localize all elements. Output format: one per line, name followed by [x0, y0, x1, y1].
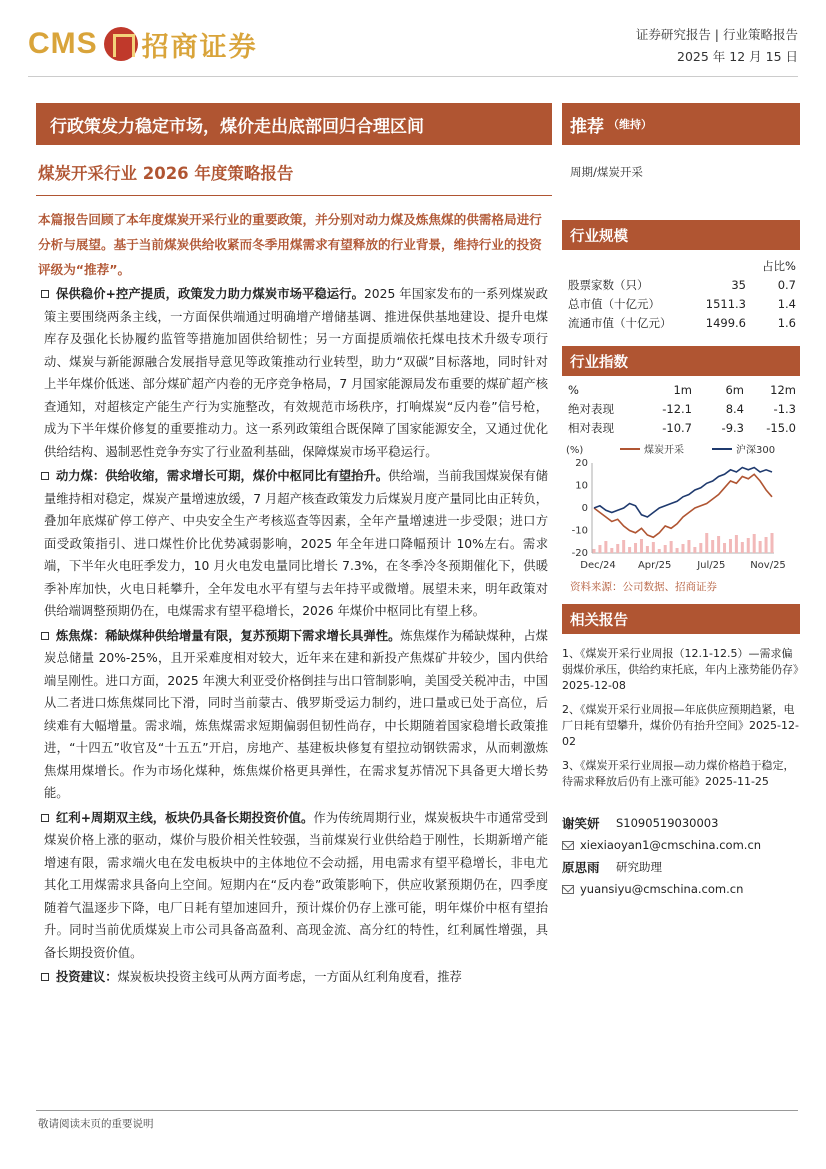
- performance-table: [562, 380, 800, 437]
- report-date: 2025 年 12 月 15 日: [677, 49, 798, 64]
- paragraph-heading: 动力煤：供给收缩，需求增长可期，煤价中枢同比有望抬升。: [56, 469, 389, 483]
- row-value: 1499.6: [705, 315, 746, 330]
- analyst-row: [562, 856, 800, 878]
- analyst-email-row: [562, 878, 800, 900]
- related-report-text[interactable]: 1、《煤炭开采行业周报（12.1-12.5）—需求偏弱煤价承压，供给约束托底，年内上涨势能仍存》2025-12-08: [562, 647, 799, 692]
- logo-cn: 招商证券: [141, 31, 258, 63]
- row-pct: 1.4: [777, 296, 796, 311]
- report-title: 煤炭开采行业 2026 年度策略报告: [38, 164, 294, 183]
- volume-bar: [699, 543, 702, 553]
- header-divider: [28, 76, 798, 77]
- table-row: [562, 313, 800, 332]
- analyst-role: 研究助理: [616, 860, 662, 874]
- volume-bar: [676, 548, 679, 553]
- volume-bar: [729, 539, 732, 553]
- volume-bar: [652, 542, 655, 553]
- paragraph-text: 炼焦煤作为稀缺煤种，占煤炭总储量 20%-25%，且开采难度相对较大，近年来在建和新投产焦煤矿井较少，国内供给端呈刚性。进口方面，2025 年澳大利亚受价格倒挂与出口管制影响，美国受关税冲击，中国从二者进口炼焦煤同比下滑，同时当前蒙古、俄罗斯受运力制约，进口量或已处于高位，后续难有大幅增量。需求端，炼焦煤需求短期偏弱但韧性尚存，中长期随着国家稳增长政策推进，“十四五”收官及“十五五”开启，房地产、基建板块修复有望拉动钢铁需求，从而刺激炼焦煤用煤增长。作为市场化煤种，炼焦煤价格更具弹性，在需求复苏情况下具备更大增长势能。: [44, 628, 548, 800]
- header-meta: [636, 24, 798, 68]
- table-row: [562, 418, 800, 437]
- volume-bar: [759, 541, 762, 553]
- index-chart-svg: [562, 441, 800, 573]
- paragraph-text: 供给端，当前我国煤炭保有储量维持相对稳定，煤炭产量增速放缓，7 月超产核查政策发力后煤炭月度产量同比由正转负，叠加年底煤矿停工停产、中央安全生产考核巡查等因素，全年产量增速进一步受限；进口方面受政策指引、进口煤性价比优势减弱影响，2025 年全年进口降幅预计 10%左右。需求端，下半年火电旺季发力，10 月火电发电量同比增长 7.3%，在冬季冷冬预期催化下，供暖季补库加快，火电日耗攀升，全年发电水平有望与去年持平或微增。展望未来，明年政策对供给端调整预期仍在，电煤需求有望平稳增长，2026 年煤价中枢同比有望上移。: [44, 469, 548, 618]
- analyst-name: 原思雨: [562, 860, 600, 875]
- pct-header: 占比%: [762, 258, 796, 273]
- related-report-item[interactable]: [562, 702, 800, 750]
- y-tick-label: -10: [571, 525, 588, 537]
- paragraph-text: 2025 年国家发布的一系列煤炭政策主要围绕两条主线，一方面保供端通过明确增产增储基调、推进保供基地建设、提升电煤库存及强化长协履约监管等措施加固供给韧性；另一方面提质端依托煤电技术升级专项行动、煤炭与新能源融合发展指导意见等政策推动行业转型，助力“双碳”目标落地，同时针对上半年煤价低迷、部分煤矿超产内卷的无序竞争格局，7 月国家能源局发布重要的煤矿超产核查通知，对超核定产能生产行为实施整改，有效规范市场秩序，打响煤炭“反内卷”信号枪，成为下半年煤价修复的重要推动力。这一系列政策组合既保障了国家能源安全，又通过优化供给结构、遏制恶性竞争夯实了行业盈利基础，保障煤炭市场平稳运行。: [44, 287, 548, 459]
- bullet-box-icon: [41, 973, 49, 981]
- volume-bar: [646, 546, 649, 553]
- scale-heading: [562, 220, 800, 250]
- analyst-email[interactable]: yuansiyu@cmschina.com.cn: [580, 882, 744, 896]
- volume-bar: [771, 533, 774, 553]
- body-paragraph: [44, 465, 548, 623]
- volume-bar: [747, 538, 750, 553]
- related-report-text[interactable]: 2、《煤炭开采行业周报—年底供应预期趋紧，电厂日耗有望攀升，煤价仍有抬升空间》2025-12-02: [562, 703, 799, 748]
- series-line-coal: [594, 474, 772, 537]
- col-header: 12m: [770, 382, 796, 397]
- volume-bar: [593, 549, 596, 553]
- col-header: 1m: [673, 382, 692, 397]
- body-paragraph: [44, 807, 548, 965]
- scale-table: [562, 256, 800, 332]
- cell-value: -10.7: [662, 420, 692, 435]
- paragraph-heading: 投资建议：: [56, 970, 118, 984]
- x-tick-label: Dec/24: [580, 560, 616, 571]
- table-row: [562, 294, 800, 313]
- table-row: [562, 256, 800, 275]
- analyst-email-row: [562, 834, 800, 856]
- cell-value: -1.3: [773, 401, 796, 416]
- col-header: 6m: [725, 382, 744, 397]
- row-label: 相对表现: [568, 420, 614, 435]
- body-paragraph: [44, 283, 548, 463]
- y-tick-label: 20: [575, 458, 588, 469]
- volume-bar: [658, 549, 661, 553]
- bullet-box-icon: [41, 814, 49, 822]
- cell-value: -15.0: [766, 420, 796, 435]
- index-chart: [562, 441, 800, 573]
- related-reports-list: [562, 646, 800, 790]
- row-pct: 1.6: [777, 315, 796, 330]
- y-tick-label: -20: [571, 548, 588, 559]
- chart-source: 资料来源：公司数据、招商证券: [570, 581, 717, 593]
- volume-bar: [753, 534, 756, 553]
- related-title: 相关报告: [570, 612, 628, 629]
- analyst-row: [562, 812, 800, 834]
- legend-label: 沪深300: [736, 445, 776, 456]
- volume-bar: [711, 540, 714, 553]
- volume-bar: [741, 542, 744, 553]
- analyst-email[interactable]: xiexiaoyan1@cmschina.com.cn: [580, 838, 762, 852]
- volume-bar: [622, 540, 625, 553]
- y-tick-label: 0: [581, 503, 588, 514]
- volume-bar: [640, 539, 643, 553]
- volume-bar: [598, 545, 601, 553]
- paragraph-heading: 保供稳价+控产提质，政策发力助力煤炭市场平稳运行。: [56, 287, 364, 301]
- mail-icon: [562, 841, 574, 850]
- volume-bar: [717, 536, 720, 553]
- rating-label: 推荐: [570, 116, 604, 137]
- related-report-item[interactable]: [562, 758, 800, 790]
- logo-emblem-icon: [104, 27, 138, 61]
- title-divider: [36, 195, 552, 196]
- body-paragraph: [44, 625, 548, 805]
- cell-value: -9.3: [721, 420, 744, 435]
- table-header-row: [562, 380, 800, 399]
- footer-note: 敬请阅读末页的重要说明: [38, 1118, 154, 1130]
- scale-title: 行业规模: [570, 228, 628, 245]
- bullet-box-icon: [41, 290, 49, 298]
- volume-bar: [735, 535, 738, 553]
- body-paragraph: [44, 966, 548, 989]
- volume-bar: [723, 543, 726, 553]
- report-type: 证券研究报告 | 行业策略报告: [635, 27, 798, 42]
- volume-bar: [664, 545, 667, 553]
- row-label: 绝对表现: [568, 401, 614, 416]
- volume-bar: [604, 541, 607, 553]
- sidebar: [562, 150, 800, 900]
- analyst-cert-id: S1090519030003: [616, 816, 719, 830]
- x-tick-label: Jul/25: [697, 560, 726, 571]
- volume-bar: [693, 547, 696, 553]
- paragraph-heading: 红利+周期双主线，板块仍具备长期投资价值。: [56, 810, 314, 825]
- volume-bar: [628, 547, 631, 553]
- volume-bar: [670, 541, 673, 553]
- sector-label: 周期/煤炭开采: [570, 165, 643, 179]
- row-value: 35: [731, 277, 746, 292]
- body-text: [44, 283, 548, 991]
- row-pct: 0.7: [777, 277, 796, 292]
- volume-bar: [682, 544, 685, 553]
- footer-divider: [36, 1110, 798, 1111]
- x-tick-label: Apr/25: [637, 560, 672, 571]
- rating-banner: [562, 103, 800, 145]
- mail-icon: [562, 885, 574, 894]
- bullet-box-icon: [41, 472, 49, 480]
- y-tick-label: 10: [575, 480, 588, 492]
- paragraph-heading: 炼焦煤：稀缺煤种供给增量有限，复苏预期下需求增长具弹性。: [56, 628, 401, 643]
- performance-heading: [562, 346, 800, 376]
- analysts-block: [562, 812, 800, 900]
- headline-text: 行政策发力稳定市场，煤价走出底部回归合理区间: [50, 116, 424, 137]
- row-label: 总市值（十亿元）: [568, 296, 660, 311]
- bullet-box-icon: [41, 632, 49, 640]
- row-value: 1511.3: [705, 296, 746, 311]
- performance-title: 行业指数: [570, 354, 628, 371]
- volume-bar: [610, 548, 613, 553]
- cell-value: 8.4: [725, 401, 744, 416]
- related-report-text[interactable]: 3、《煤炭开采行业周报—动力煤价格趋于稳定，待需求释放后仍有上涨可能》2025-11-25: [562, 759, 795, 788]
- paragraph-text: 煤炭板块投资主线可从两方面考虑，一方面从红利角度看，推荐: [117, 970, 462, 984]
- rating-note: （维持）: [608, 118, 652, 131]
- legend-label: 煤炭开采: [644, 445, 684, 456]
- paragraph-text: 作为传统周期行业，煤炭板块牛市通常受到煤炭价格上涨的驱动，煤价与股价相关性较强，当前煤炭行业供给趋于刚性，长期新增产能增速有限，需求端火电在发电板块中的主体地位不会动摇，用电需求有望平稳增长，非电尤其化工用煤需求具备向上空间。短期内在“反内卷”政策影响下，供应收紧预期仍在，四季度随着气温逐步下降，电厂日耗有望加速回升，预计煤价仍存上涨可能，明年煤价中枢有望抬升。同时当前优质煤炭上市公司具备高盈利、高现金流、高分红的特性，红利属性增强，具备长期投资价值。: [44, 810, 548, 960]
- volume-bar: [634, 543, 637, 553]
- headline-banner: [36, 103, 552, 145]
- row-label: 流通市值（十亿元）: [568, 315, 672, 330]
- volume-bar: [765, 537, 768, 553]
- x-tick-label: Nov/25: [750, 560, 786, 571]
- related-report-item[interactable]: [562, 646, 800, 694]
- analyst-name: 谢笑妍: [562, 816, 600, 831]
- col-header: %: [568, 382, 579, 397]
- related-heading: [562, 604, 800, 634]
- summary-text: 本篇报告回顾了本年度煤炭开采行业的重要政策，并分别对动力煤及炼焦煤的供需格局进行分析与展望。基于当前煤炭供给收紧而冬季用煤需求有望释放的行业背景，维持行业的投资评级为“推荐”。: [38, 212, 542, 277]
- table-row: [562, 275, 800, 294]
- company-logo: [28, 24, 258, 64]
- volume-bar: [687, 540, 690, 553]
- volume-bar: [705, 533, 708, 553]
- logo-latin: CMS: [28, 27, 98, 60]
- y-axis-label: (%): [566, 445, 584, 456]
- volume-bar: [616, 544, 619, 553]
- row-label: 股票家数（只）: [568, 277, 649, 292]
- series-line-hs300: [594, 468, 772, 518]
- table-row: [562, 399, 800, 418]
- cell-value: -12.1: [662, 401, 692, 416]
